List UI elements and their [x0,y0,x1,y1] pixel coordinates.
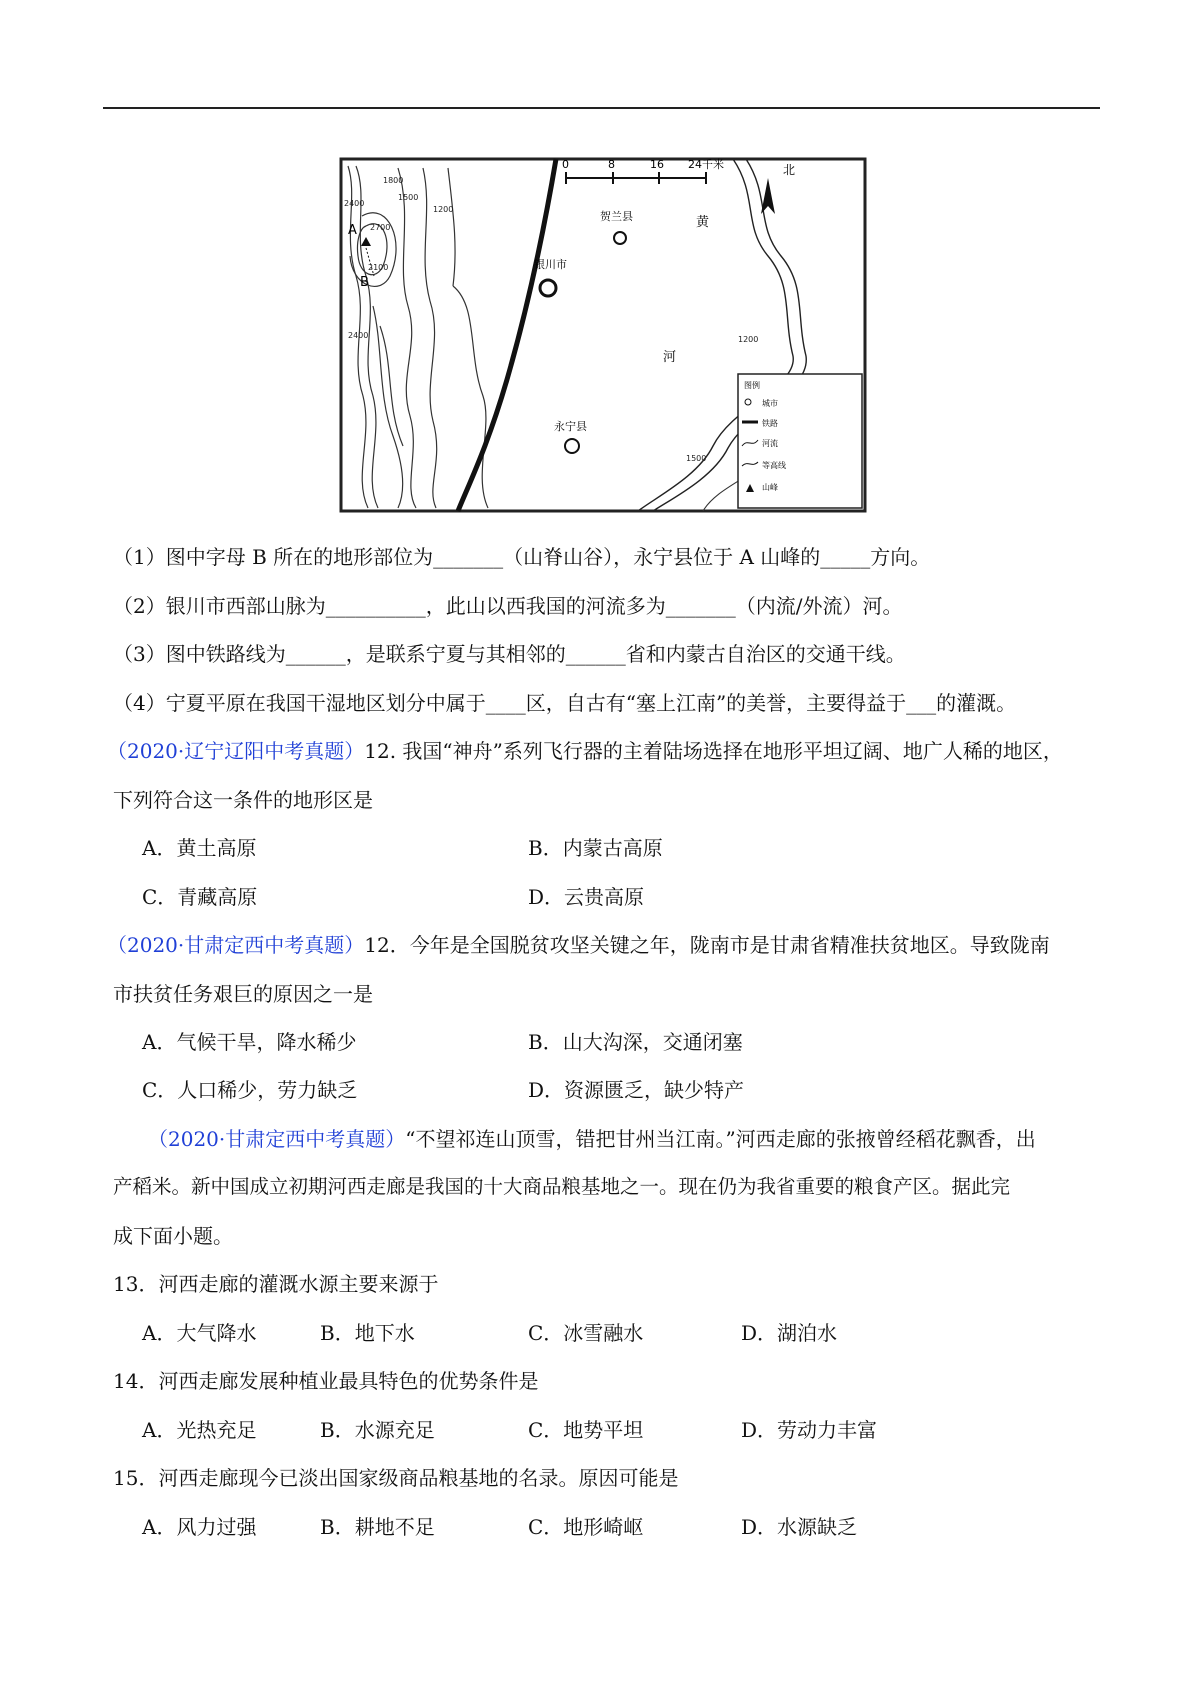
option: C．地形崎岖 [528,1515,644,1539]
q14-stem: 14．河西走廊发展种植业最具特色的优势条件是 [113,1369,539,1393]
svg-text:图例: 图例 [744,381,760,390]
q12b-stem-cont: 市扶贫任务艰巨的原因之一是 [113,982,373,1006]
svg-text:城市: 城市 [762,399,778,408]
q15-stem: 15．河西走廊现今已淡出国家级商品粮基地的名录。原因可能是 [113,1466,679,1490]
option: B．水源充足 [320,1418,435,1442]
svg-text:1200: 1200 [738,335,759,344]
option: C．人口稀少，劳力缺乏 [142,1078,358,1102]
scale-label: 0 [562,158,569,171]
q12b-stem: （2020·甘肃定西中考真题）12．今年是全国脱贫攻坚关键之年，陇南市是甘肃省精准扶贫地区。导致陇南 [107,933,1050,957]
passage-line-3: 成下面小题。 [113,1224,233,1248]
option: B．耕地不足 [320,1515,435,1539]
scale-label: 8 [608,158,615,171]
option: B．山大沟深，交通闭塞 [528,1030,743,1054]
topographic-map [338,156,868,514]
scale-label: 24千米 [688,158,724,171]
north-label: 北 [783,163,796,177]
svg-text:永宁县: 永宁县 [554,420,587,433]
passage-line-2: 产稻米。新中国成立初期河西走廊是我国的十大商品粮基地之一。现在仍为我省重要的粮食产区。据此完 [113,1175,1011,1198]
svg-text:2100: 2100 [368,263,389,272]
point-b-label: B [360,275,369,290]
q13-stem: 13．河西走廊的灌溉水源主要来源于 [113,1272,439,1296]
q12a-stem: （2020·辽宁辽阳中考真题）12. 我国“神舟”系列飞行器的主着陆场选择在地形平坦辽阔、地广人稀的地区， [107,739,1063,763]
svg-text:铁路: 铁路 [762,419,778,428]
river-char: 黄 [696,215,710,230]
svg-text:河流: 河流 [762,439,778,448]
option: A．黄土高原 [142,836,257,860]
q11-item-3: （3）图中铁路线为______，是联系宁夏与其相邻的______省和内蒙古自治区的交通干线。 [113,642,906,666]
svg-text:山峰: 山峰 [762,483,778,492]
option: D．水源缺乏 [741,1515,858,1539]
option: D．劳动力丰富 [741,1418,878,1442]
map-legend [738,374,862,508]
option: D．资源匮乏，缺少特产 [528,1078,745,1102]
svg-text:1500: 1500 [398,193,419,202]
svg-text:等高线: 等高线 [762,461,786,470]
passage-line-1: （2020·甘肃定西中考真题）“不望祁连山顶雪，错把甘州当江南。”河西走廊的张掖曾经稻花飘香，出 [148,1127,1036,1151]
option: B．内蒙古高原 [528,836,663,860]
svg-text:贺兰县: 贺兰县 [600,210,633,223]
q11-item-2: （2）银川市西部山脉为__________，此山以西我国的河流多为_______（内流/外流）河。 [113,594,903,618]
svg-text:2700: 2700 [370,223,391,232]
scale-label: 16 [650,158,664,171]
option: A．大气降水 [142,1321,257,1345]
option: C．地势平坦 [528,1418,644,1442]
option: A．气候干旱，降水稀少 [142,1030,357,1054]
option: A．风力过强 [142,1515,257,1539]
source-tag: （2020·辽宁辽阳中考真题） [107,739,365,763]
option: D．湖泊水 [741,1321,838,1345]
river-char: 河 [663,350,677,365]
option: A．光热充足 [142,1418,257,1442]
svg-text:银川市: 银川市 [534,258,567,271]
svg-text:2400: 2400 [348,331,369,340]
option: B．地下水 [320,1321,415,1345]
option: D．云贵高原 [528,885,645,909]
source-tag: （2020·甘肃定西中考真题） [148,1127,406,1151]
q11-item-1: （1）图中字母 B 所在的地形部位为_______（山脊山谷），永宁县位于 A 山峰的_____方向。 [113,545,931,569]
header-rule [103,107,1100,109]
svg-text:2400: 2400 [344,199,365,208]
q11-item-4: （4）宁夏平原在我国干湿地区划分中属于____区，自古有“塞上江南”的美誉，主要得益于___的灌溉。 [113,691,1017,715]
option: C．冰雪融水 [528,1321,644,1345]
svg-text:1500: 1500 [686,454,707,463]
source-tag: （2020·甘肃定西中考真题） [107,933,365,957]
svg-text:1800: 1800 [383,176,404,185]
option: C．青藏高原 [142,885,258,909]
q12a-stem-cont: 下列符合这一条件的地形区是 [113,788,373,812]
svg-text:1200: 1200 [433,205,454,214]
point-a-label: A [348,223,357,238]
